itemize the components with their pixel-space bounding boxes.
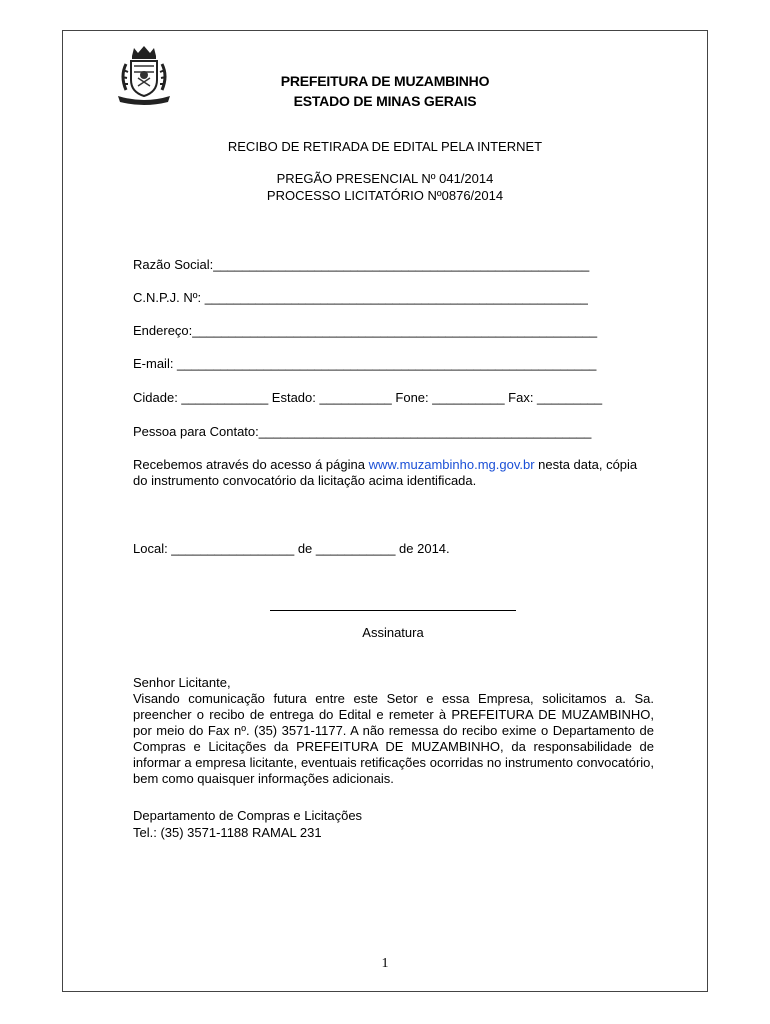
email-field: E-mail: __________________________________________________________: [133, 356, 597, 371]
receipt-title: RECIBO DE RETIRADA DE EDITAL PELA INTERNET: [227, 139, 543, 154]
receipt-text-end: nesta data, cópia do instrumento convocatório da licitação acima identificada.: [133, 457, 638, 488]
cnpj-field: C.N.P.J. Nº: _____________________________________________________: [133, 290, 588, 305]
razao-social-field: Razão Social:____________________________________________________: [133, 257, 590, 272]
signature-line: [270, 610, 516, 611]
page-number: 1: [381, 956, 389, 971]
website-link[interactable]: www.muzambinho.mg.gov.br: [368, 457, 535, 472]
letter-body: Visando comunicação futura entre este Setor e essa Empresa, solicitamos a. Sa. preencher o recibo de entrega do Edital e remeter à PREFEITURA DE MUZAMBINHO, por meio do Fax nº. (35) 3571-1177. A não remessa do recibo exime o Departamento de Compras e Licitações da PREFEITURA DE MUZAMBINHO, da responsabilidade de informar a empresa licitante, eventuais retificações ocorridas no instrumento convocatório, bem como quaisquer informações adicionais.: [133, 691, 654, 786]
receipt-statement: [133, 457, 654, 489]
letter-department: Departamento de Compras e Licitações: [133, 808, 363, 823]
municipality-title: PREFEITURA DE MUZAMBINHO: [280, 73, 490, 89]
signature-label: Assinatura: [362, 625, 424, 640]
letter-phone: Tel.: (35) 3571-1188 RAMAL 231: [133, 825, 322, 840]
endereco-field: Endereço:________________________________________________________: [133, 323, 598, 338]
pessoa-contato-field: Pessoa para Contato:______________________________________________: [133, 424, 592, 439]
letter-salutation: Senhor Licitante,: [133, 675, 231, 690]
state-title: ESTADO DE MINAS GERAIS: [293, 93, 477, 109]
cidade-estado-fone-fax-field: Cidade: ____________ Estado: __________ Fone: __________ Fax: _________: [133, 390, 603, 405]
receipt-text-start: Recebemos através do acesso á página: [133, 457, 369, 472]
pregao-number: PREGÃO PRESENCIAL Nº 041/2014: [276, 171, 494, 186]
processo-number: PROCESSO LICITATÓRIO Nº0876/2014: [266, 188, 504, 203]
local-date-line: Local: _________________ de ___________ de 2014.: [133, 541, 450, 556]
